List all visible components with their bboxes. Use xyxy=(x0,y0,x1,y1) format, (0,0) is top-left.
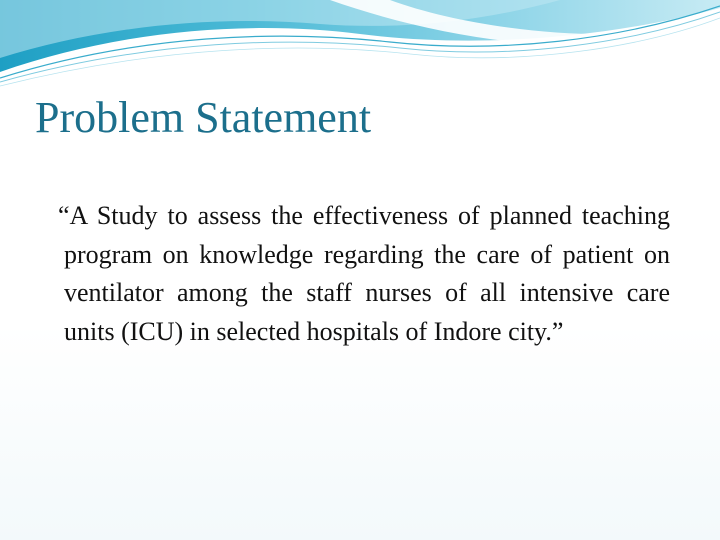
slide-title: Problem Statement xyxy=(35,93,372,142)
problem-statement-text: “A Study to assess the effectiveness of planned teaching program on knowledge regarding the care of patient on ventilator among the staff nurses of all intensive care units (ICU) in selected hospitals of Indore city.” xyxy=(58,201,670,346)
wave-banner-decoration xyxy=(0,0,720,90)
